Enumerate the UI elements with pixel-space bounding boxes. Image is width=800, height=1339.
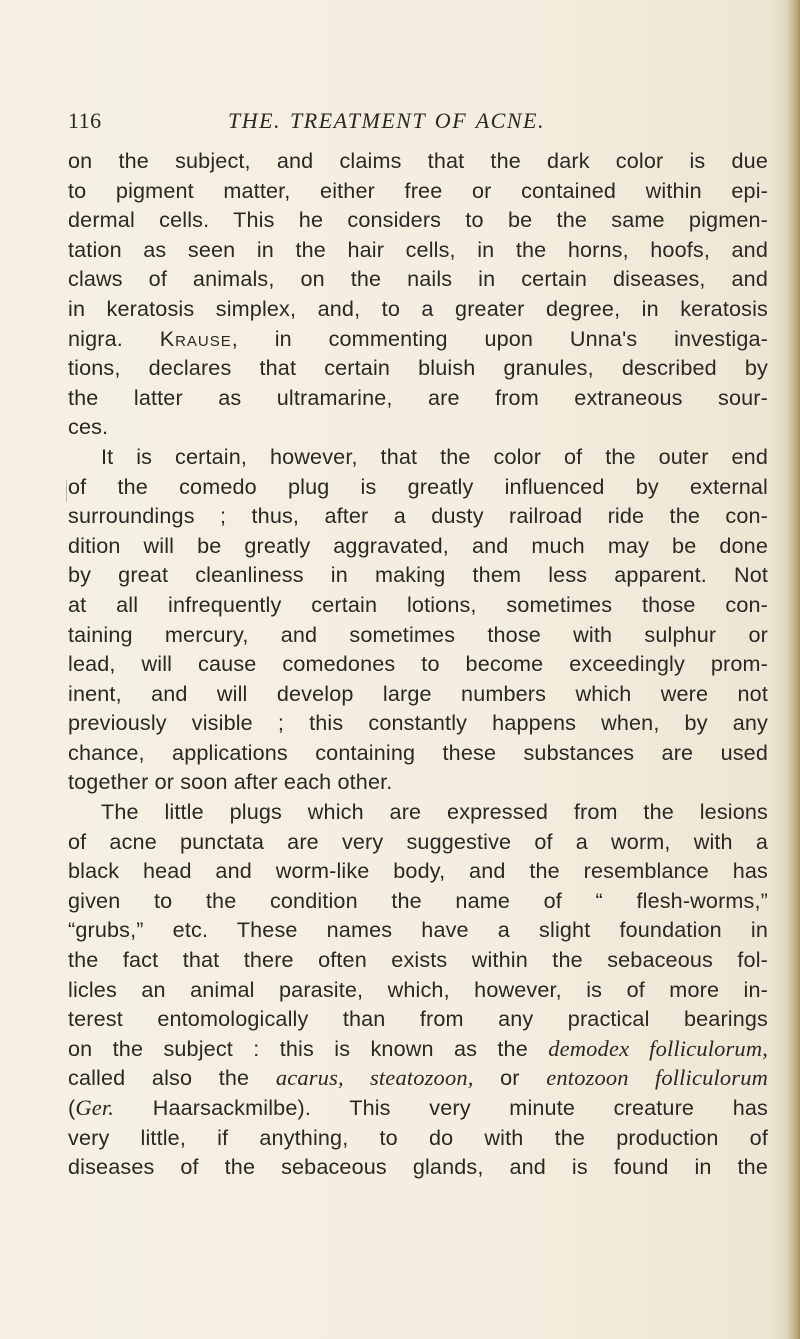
running-title: THE. TREATMENT OF ACNE. bbox=[228, 108, 545, 133]
language-abbreviation: Ger. bbox=[75, 1095, 115, 1120]
text-line: the latter as ultramarine, are from extraneous sour- bbox=[68, 384, 768, 410]
text-run: on the subject : this is known as the bbox=[68, 1035, 549, 1061]
paragraph-start-line: It is certain, however, that the color of the outer end bbox=[101, 443, 768, 469]
text-line: at all infrequently certain lotions, sometimes those con- bbox=[68, 591, 768, 617]
text-line: chance, applications containing these substances are used bbox=[68, 739, 768, 765]
page-edge-shadow bbox=[786, 0, 800, 1339]
body-text bbox=[68, 146, 768, 1182]
margin-mark bbox=[66, 480, 67, 502]
text-line: claws of animals, on the nails in certain diseases, and bbox=[68, 266, 768, 292]
text-line: of the comedo plug is greatly influenced by external bbox=[68, 473, 768, 499]
page-number: 116 bbox=[68, 108, 102, 133]
author-name: Krause bbox=[159, 325, 232, 351]
text-run: , in commenting upon Unna's investiga- bbox=[231, 325, 768, 351]
text-line bbox=[68, 1093, 768, 1123]
text-line: of acne punctata are very suggestive of a worm, with a bbox=[68, 828, 768, 854]
paragraph-start-line: The little plugs which are expressed from the lesions bbox=[101, 799, 768, 825]
text-line bbox=[68, 1034, 768, 1064]
text-line: given to the condition the name of “ flesh-worms,” bbox=[68, 887, 768, 913]
text-line: diseases of the sebaceous glands, and is found in the bbox=[68, 1154, 768, 1180]
text-line: the fact that there often exists within the sebaceous fol- bbox=[68, 947, 768, 973]
text-line: together or soon after each other. bbox=[68, 769, 393, 795]
text-line: in keratosis simplex, and, to a greater degree, in keratosis bbox=[68, 295, 768, 321]
text-run: called also the bbox=[68, 1065, 276, 1091]
text-line: dition will be greatly aggravated, and much may be done bbox=[68, 532, 768, 558]
latin-term: acarus, steatozoon, bbox=[275, 1065, 474, 1091]
text-line: lead, will cause comedones to become exceedingly prom- bbox=[68, 651, 768, 677]
latin-term: entozoon folliculorum bbox=[546, 1065, 768, 1091]
text-line: to pigment matter, either free or contained within epi- bbox=[68, 177, 768, 203]
text-line: by great cleanliness in making them less apparent. Not bbox=[68, 562, 768, 588]
text-line: licles an animal parasite, which, however, is of more in- bbox=[68, 976, 768, 1002]
text-line: inent, and will develop large numbers which were not bbox=[68, 680, 768, 706]
text-line: dermal cells. This he considers to be the same pigmen- bbox=[68, 207, 768, 233]
text-line: tions, declares that certain bluish granules, described by bbox=[68, 355, 768, 381]
text-line: on the subject, and claims that the dark color is due bbox=[68, 148, 768, 173]
text-run: ( bbox=[68, 1095, 76, 1120]
text-run: nigra. bbox=[68, 325, 160, 351]
text-line: black head and worm-like body, and the resemblance has bbox=[68, 858, 768, 884]
text-line: very little, if anything, to do with the production of bbox=[68, 1124, 768, 1150]
page-header bbox=[68, 108, 768, 138]
text-line: ces. bbox=[68, 414, 109, 440]
latin-term: demodex folliculorum, bbox=[548, 1035, 769, 1061]
text-line bbox=[68, 324, 768, 354]
text-run: or bbox=[473, 1065, 547, 1091]
text-line: previously visible ; this constantly happens when, by any bbox=[68, 710, 768, 736]
text-run: Haarsackmilbe). This very minute creature has bbox=[114, 1095, 768, 1120]
text-line: taining mercury, and sometimes those with sulphur or bbox=[68, 621, 768, 647]
text-line: “grubs,” etc. These names have a slight foundation in bbox=[68, 917, 768, 943]
text-line: tation as seen in the hair cells, in the horns, hoofs, and bbox=[68, 236, 768, 262]
text-line: surroundings ; thus, after a dusty railroad ride the con- bbox=[68, 503, 768, 529]
text-line: terest entomologically than from any practical bearings bbox=[68, 1006, 768, 1032]
text-line bbox=[68, 1063, 768, 1093]
